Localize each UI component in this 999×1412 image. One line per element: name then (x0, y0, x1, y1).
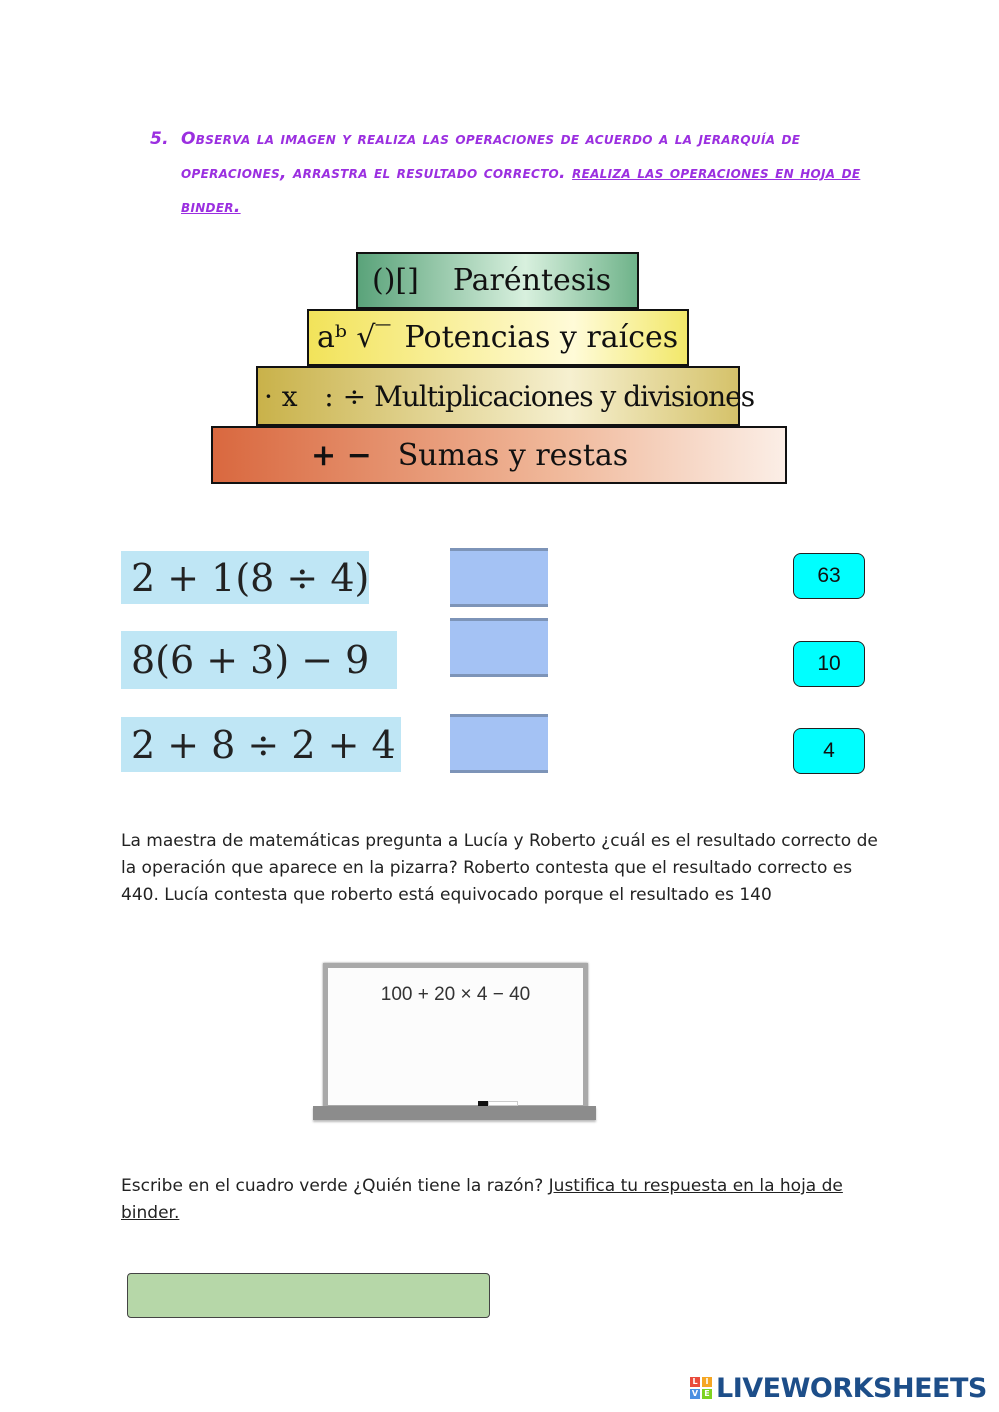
pyramid-tier-parentheses (356, 252, 639, 309)
logo-tile-i: I (702, 1377, 712, 1387)
question-text (121, 1173, 881, 1227)
logo-tile-v: V (691, 1389, 699, 1398)
liveworksheets-logo (690, 1372, 987, 1404)
logo-text: LIVEWORKSHEETS (716, 1372, 987, 1404)
drop-target-2[interactable] (450, 618, 548, 677)
pyramid-tier1-label: Paréntesis (452, 263, 612, 298)
pyramid-tier1-symbols: ()[] (372, 263, 419, 298)
pyramid-tier-addition (211, 426, 787, 484)
problem-text: La maestra de matemáticas pregunta a Lucía y Roberto ¿cuál es el resultado correcto de la operación que aparece en la pizarra? Roberto contesta que el resultado correcto es 440. Lucía contesta que roberto está equivocado porque el resultado es 140 (121, 831, 878, 905)
whiteboard-tray (313, 1106, 596, 1120)
pyramid-tier3-symbols: · x : ÷ (264, 379, 367, 413)
answer-tile-4[interactable]: 4 (793, 728, 865, 774)
answer-tile-63[interactable]: 63 (793, 553, 865, 599)
pyramid-tier-multiplication (256, 366, 755, 426)
instruction-text: Observa la imagen y realiza las operaciones de acuerdo a la jerarquía de operaciones, arrastra el resultado correcto. (181, 129, 801, 183)
whiteboard (323, 963, 588, 1110)
question-underlined: Justifica tu respuesta en la hoja de binder. (121, 1176, 843, 1223)
logo-tile-e: E (702, 1389, 712, 1399)
pyramid-tier2-symbols: aᵇ √‾ (317, 320, 391, 355)
instruction-underlined: realiza las operaciones en hoja de binder. (181, 163, 861, 217)
question-plain: Escribe en el cuadro verde ¿Quién tiene la razón? (121, 1176, 549, 1196)
logo-tile-l: L (690, 1377, 700, 1387)
whiteboard-expression: 100 + 20 × 4 − 40 (380, 984, 531, 1005)
drop-target-1[interactable] (450, 548, 548, 607)
pyramid-tier4-label: Sumas y restas (397, 437, 629, 473)
answer-input-green[interactable] (127, 1273, 490, 1318)
pyramid-tier-powers (307, 309, 689, 366)
marker-icon (488, 1101, 518, 1106)
pyramid-tier2-label: Potencias y raíces (404, 320, 679, 355)
instruction (150, 122, 890, 224)
eraser-icon (478, 1101, 488, 1106)
pyramid-tier3-label: Multiplicaciones y divisiones (374, 379, 755, 413)
equation-1: 2 + 1(8 ÷ 4) (121, 551, 369, 604)
logo-icon (690, 1377, 712, 1399)
answer-tile-10[interactable]: 10 (793, 641, 865, 687)
pyramid-tier4-symbols: + − (311, 437, 372, 473)
instruction-number: 5. (150, 129, 169, 149)
equation-3: 2 + 8 ÷ 2 + 4 (121, 717, 401, 772)
hierarchy-pyramid (211, 248, 787, 484)
equation-2: 8(6 + 3) − 9 (121, 631, 397, 689)
drop-target-3[interactable] (450, 714, 548, 773)
